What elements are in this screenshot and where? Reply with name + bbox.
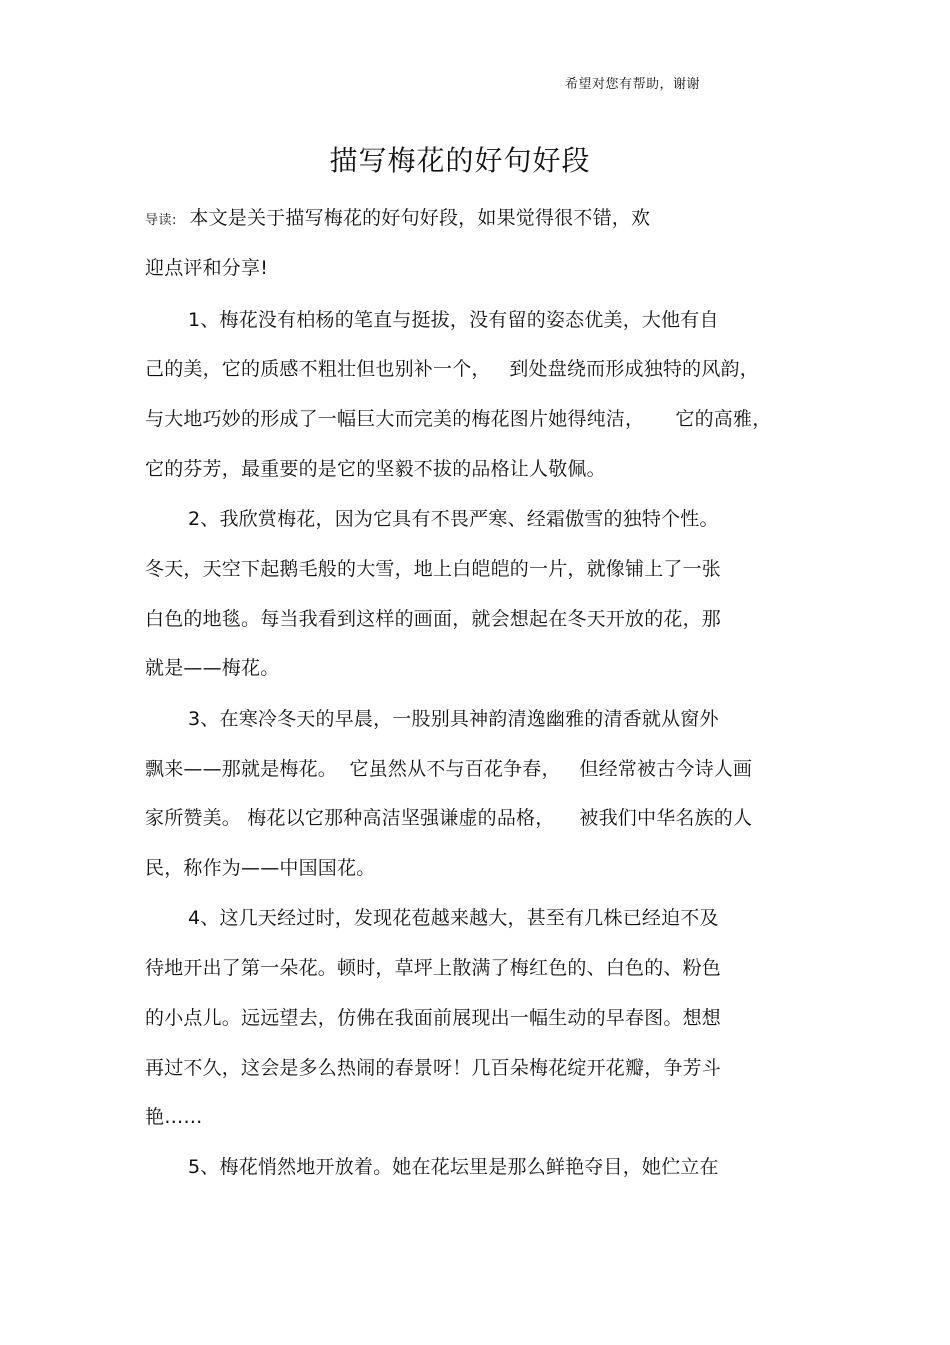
intro-line-1 xyxy=(145,205,650,234)
paragraph-1-line-3: 与大地巧妙的形成了一幅巨大而完美的梅花图片她得纯洁， 它的高雅， xyxy=(145,408,772,430)
paragraph-4-line-1: 4、这几天经过时，发现花苞越来越大，甚至有几株已经迫不及 xyxy=(188,907,719,929)
paragraph-2-line-3: 白色的地毯。每当我看到这样的画面，就会想起在冬天开放的花，那 xyxy=(145,608,722,630)
paragraph-1-line-4: 它的芬芳，最重要的是它的坚毅不拔的品格让人敬佩。 xyxy=(145,458,606,480)
page-title: 描写梅花的好句好段 xyxy=(329,144,591,177)
paragraph-4-line-2: 待地开出了第一朵花。顿时，草坪上散满了梅红色的、白色的、粉色 xyxy=(145,957,722,979)
paragraph-2-line-1: 2、我欣赏梅花，因为它具有不畏严寒、经霜傲雪的独特个性。 xyxy=(188,508,719,530)
paragraph-2-line-4: 就是——梅花。 xyxy=(145,657,280,679)
paragraph-3-line-3: 家所赞美。 梅花以它那种高洁坚强谦虚的品格， 被我们中华名族的人 xyxy=(145,807,753,829)
paragraph-4-line-5: 艳…… xyxy=(145,1106,203,1128)
paragraph-3-line-1: 3、在寒冷冬天的早晨，一股别具神韵清逸幽雅的清香就从窗外 xyxy=(188,708,719,730)
paragraph-3-line-4: 民，称作为——中国国花。 xyxy=(145,857,376,879)
header-note: 希望对您有帮助，谢谢 xyxy=(565,77,701,92)
paragraph-3-line-2: 飘来——那就是梅花。 它虽然从不与百花争春， 但经常被古今诗人画 xyxy=(145,758,753,780)
paragraph-4-line-4: 再过不久，这会是多么热闹的春景呀！几百朵梅花绽开花瓣，争芳斗 xyxy=(145,1057,722,1079)
paragraph-1-line-1: 1、梅花没有柏杨的笔直与挺拔，没有留的姿态优美，大他有自 xyxy=(188,309,719,331)
intro-line-2: 迎点评和分享! xyxy=(145,257,269,279)
paragraph-5-line-1: 5、梅花悄然地开放着。她在花坛里是那么鲜艳夺目，她伫立在 xyxy=(188,1156,719,1178)
intro-text-1: 本文是关于描写梅花的好句好段，如果觉得很不错，欢 xyxy=(176,207,651,229)
paragraph-1-line-2: 己的美，它的质感不粗壮但也别补一个， 到处盘绕而形成独特的风韵， xyxy=(145,358,759,380)
intro-label: 导读: xyxy=(145,213,177,228)
paragraph-4-line-3: 的小点儿。远远望去，仿佛在我面前展现出一幅生动的早春图。想想 xyxy=(145,1007,722,1029)
paragraph-2-line-2: 冬天，天空下起鹅毛般的大雪，地上白皑皑的一片，就像铺上了一张 xyxy=(145,558,722,580)
